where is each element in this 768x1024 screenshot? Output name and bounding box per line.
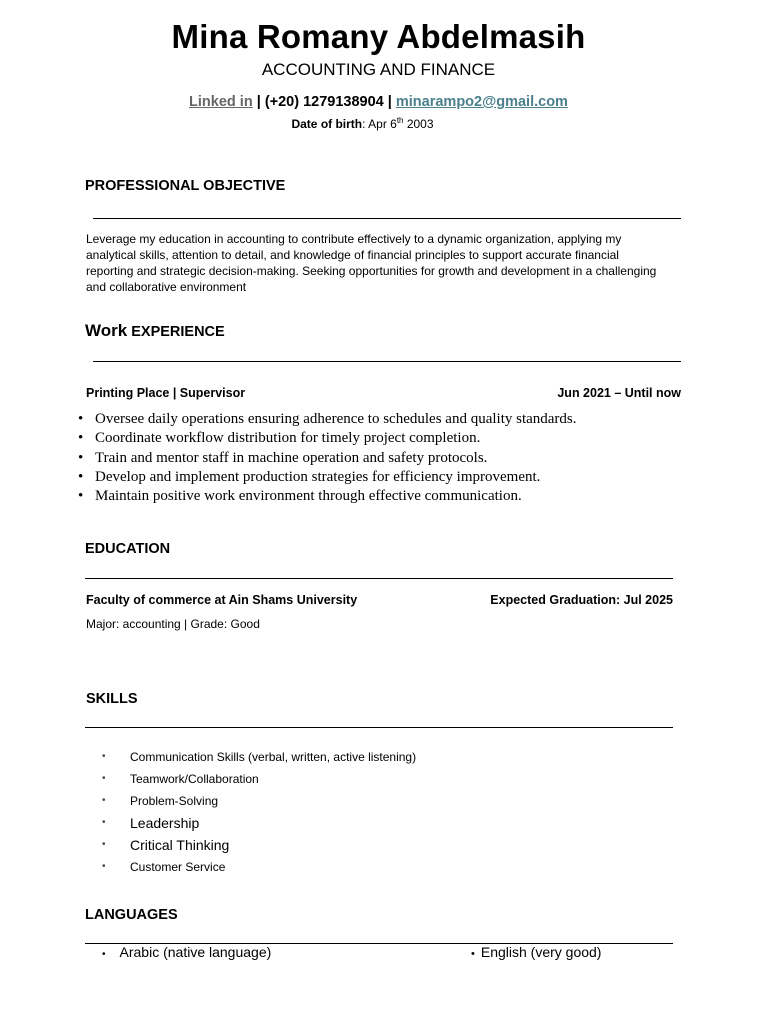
- objective-heading: PROFESSIONAL OBJECTIVE: [85, 178, 286, 194]
- list-item: [100, 748, 416, 770]
- bullet-icon: •: [102, 861, 106, 872]
- education-heading: EDUCATION: [85, 541, 171, 557]
- phone-number: (+20) 1279138904: [264, 94, 384, 110]
- skill-label: Critical Thinking: [130, 837, 230, 853]
- contact-line: [0, 94, 757, 110]
- graduation-date: Expected Graduation: Jul 2025: [490, 593, 673, 607]
- bullet-icon: •: [102, 773, 106, 784]
- job-role: Printing Place | Supervisor: [86, 386, 246, 400]
- bullet-icon: •: [102, 751, 106, 762]
- language-label: Arabic (native language): [119, 944, 272, 960]
- section-divider: [93, 361, 681, 362]
- skill-label: Teamwork/Collaboration: [130, 772, 259, 786]
- languages-heading: LANGUAGES: [85, 907, 178, 923]
- experience-heading: [85, 321, 225, 341]
- date-of-birth: [0, 116, 725, 131]
- section-divider: [93, 218, 681, 219]
- language-item: [102, 944, 271, 960]
- linkedin-link[interactable]: Linked in: [189, 94, 253, 110]
- skill-label: Problem-Solving: [130, 794, 219, 808]
- language-label: English (very good): [480, 944, 602, 960]
- dob-value: : Apr 6: [362, 117, 397, 131]
- email-link[interactable]: minarampo2@gmail.com: [395, 94, 568, 110]
- bullet-icon: •: [102, 839, 106, 850]
- list-item: [100, 792, 416, 814]
- experience-heading-work: Work: [85, 321, 128, 340]
- skills-heading: SKILLS: [86, 691, 138, 707]
- skills-list: [100, 748, 416, 880]
- bullet-icon: •: [102, 949, 106, 960]
- list-item: • Oversee daily operations ensuring adherence to schedules and quality standards.: [78, 410, 577, 429]
- contact-separator: |: [383, 94, 396, 110]
- objective-text: Leverage my education in accounting to contribute effectively to a dynamic organization, applying my analytical skills, attention to detail, and knowledge of financial principles to support accurate financial reporting and strategic decision-making. Seeking opportunities for growth and development in a challenging and collaborative environment: [86, 232, 657, 294]
- dob-suffix: th: [396, 116, 404, 125]
- list-item: [100, 770, 416, 792]
- school-name: Faculty of commerce at Ain Shams University: [86, 593, 358, 607]
- skill-label: Leadership: [130, 815, 200, 831]
- list-item: • Train and mentor staff in machine operation and safety protocols.: [78, 449, 577, 468]
- dob-year: 2003: [403, 117, 434, 131]
- experience-heading-rest: EXPERIENCE: [127, 324, 225, 340]
- list-item: [100, 836, 416, 858]
- job-dates: Jun 2021 – Until now: [557, 386, 681, 400]
- list-item: • Develop and implement production strategies for efficiency improvement.: [78, 468, 577, 487]
- list-item: • Maintain positive work environment through effective communication.: [78, 487, 577, 506]
- skill-label: Communication Skills (verbal, written, active listening): [130, 750, 417, 764]
- list-item: • Coordinate workflow distribution for timely project completion.: [78, 429, 577, 448]
- candidate-name: Mina Romany Abdelmasih: [171, 18, 586, 55]
- bullet-icon: •: [102, 817, 106, 828]
- list-item: [100, 814, 416, 836]
- list-item: [100, 858, 416, 880]
- language-item: [471, 944, 601, 960]
- candidate-title: ACCOUNTING AND FINANCE: [261, 60, 496, 79]
- dob-label: Date of birth: [291, 117, 363, 131]
- contact-separator: |: [252, 94, 265, 110]
- section-divider: [85, 727, 673, 728]
- bullet-icon: •: [102, 795, 106, 806]
- major-grade: Major: accounting | Grade: Good: [86, 617, 260, 631]
- bullet-icon: •: [471, 948, 475, 960]
- skill-label: Customer Service: [130, 860, 226, 874]
- section-divider: [85, 578, 673, 579]
- job-duties-list: [78, 410, 577, 506]
